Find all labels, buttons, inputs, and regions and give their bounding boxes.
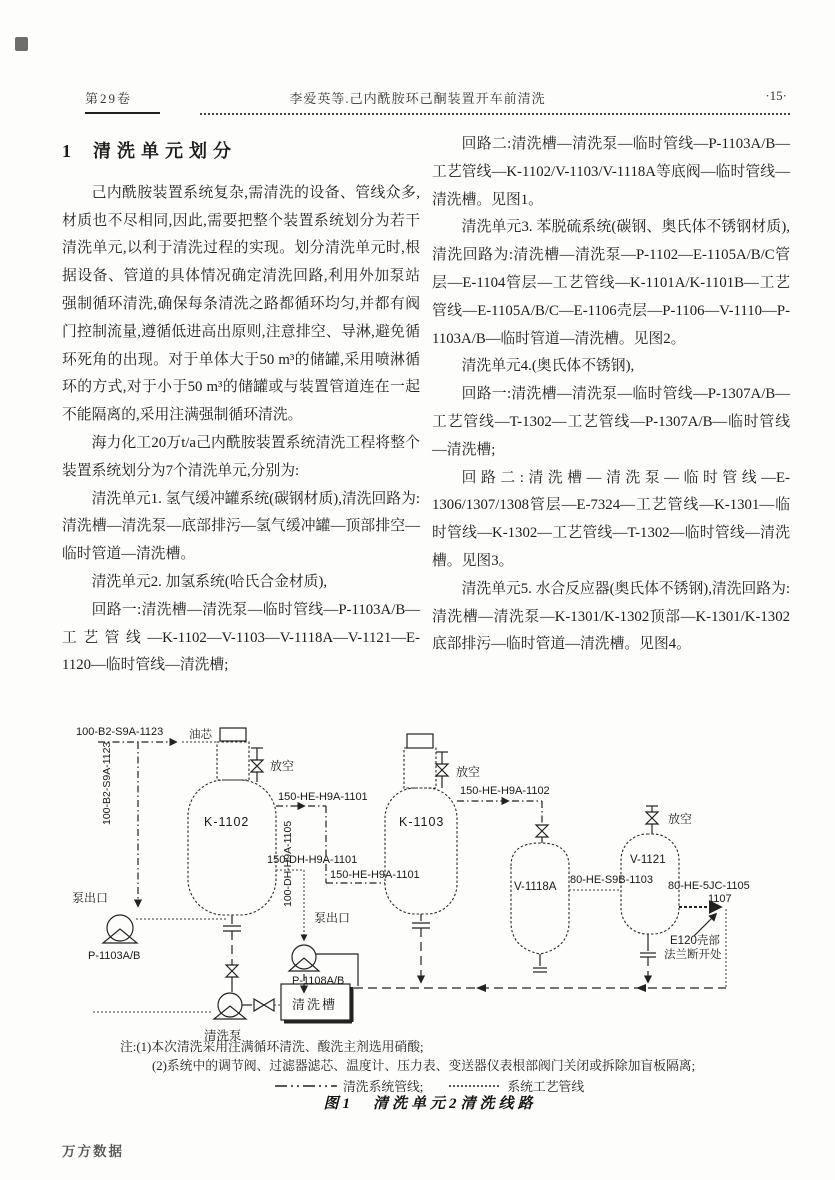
pipe-label: 100-B2-S9A-1123 <box>76 726 164 738</box>
scan-artifact <box>15 37 28 51</box>
vent-box <box>220 728 246 741</box>
volume-label: 第29卷 <box>85 91 133 106</box>
paragraph: 海力化工20万t/a己内酰胺装置系统清洗工程将整个装置系统划分为7个清洗单元,分别为: <box>62 434 420 479</box>
vessel-label: V-1121 <box>630 854 666 866</box>
pump-outlet-label: 泵出口 <box>314 911 351 925</box>
dashdot-line-icon <box>275 1082 337 1090</box>
leader-line <box>694 914 716 936</box>
vent-box <box>407 734 433 748</box>
paragraph: 清洗单元5. 水合反应器(奥氏体不锈钢),清洗回路为:清洗槽—清洗泵—K-1301/K-1302顶部—K-1301/K-1302底部排污—临时管道—清洗槽。见图4。 <box>432 580 790 653</box>
vessel-k1103 <box>385 788 457 914</box>
vent-valve-icon <box>251 748 263 782</box>
paragraph: 回路一:清洗槽—清洗泵—临时管线—P-1103A/B—工艺管线—K-1102—V-1103—V-1118A—V-1121—E-1120—临时管线—清洗槽; <box>62 601 420 674</box>
figure-1 <box>58 722 798 1052</box>
pipe-label: 80-HE-S9B-1103 <box>570 874 653 886</box>
vessel-neck <box>217 742 249 780</box>
section-heading <box>62 138 420 166</box>
vessel-v1118a <box>511 843 569 954</box>
pump-outlet-label: 泵出口 <box>72 891 109 905</box>
pump-label: P-1108A/B <box>292 975 345 987</box>
vent-label: 放空 <box>456 765 481 779</box>
running-title: 李爱英等.己内酰胺环己酮装置开车前清洗 <box>289 91 546 106</box>
k1102-bottom-line <box>223 915 241 992</box>
vent-label: 放空 <box>668 812 693 826</box>
header-rule-dotted <box>200 113 790 115</box>
vent-valve-icon <box>436 752 448 788</box>
figure-notes <box>120 1038 760 1076</box>
vent-label: 放空 <box>270 759 295 773</box>
vessel-label: K-1103 <box>399 815 445 829</box>
vessel-neck <box>404 748 436 788</box>
paragraph: 己内酰胺装置系统复杂,需清洗的设备、管线众多,材质也不尽相同,因此,需要把整个装置系统划分为若干清洗单元,以利于清洗过程的实现。划分清洗单元时,根据设备、管道的具体情况确定清洗回路,利用外加泵站强制循环清洗,确保每条清洗之路都循环均匀,并都有阀门控制流量,遵循低进高出原则,注意排空、导淋,避免循环死角的出现。对于单体大于50 m³的储罐,采用喷淋循环的方式,对于小于50 m³的储罐或与装置管道连在一起不能隔离的,采用注满强制循环清洗。 <box>62 184 420 424</box>
valve-icon <box>254 999 274 1011</box>
flow-arrow <box>476 984 486 992</box>
watermark: 万方数据 <box>62 1144 124 1159</box>
paragraph: 回路一:清洗槽—清洗泵—临时管线—P-1307A/B—工艺管线—T-1302—工艺管线—P-1307A/B—临时管线—清洗槽; <box>432 386 790 458</box>
vessel-label: V-1118A <box>514 881 557 893</box>
figure-caption: 图1 清洗单元2清洗线路 <box>323 1096 537 1112</box>
flange-note: 法兰断开处 <box>664 949 722 961</box>
right-column <box>432 131 790 659</box>
valve-icon <box>536 825 548 837</box>
pump-p1108ab <box>289 945 319 971</box>
cleaning-tank-label: 清洗槽 <box>292 997 338 1012</box>
pipe-label: 1107 <box>708 893 732 905</box>
dotted-line-icon <box>449 1082 501 1090</box>
paragraph: 回路二:清洗槽—清洗泵—临时管线—P-1103A/B—工艺管线—K-1102/V-1103/V-1118A等底阀—临时管线—清洗槽。见图1。 <box>432 136 790 208</box>
section-number: 1 <box>62 141 71 161</box>
pipe-label: 80-HE-5JC-1105 <box>668 880 750 892</box>
pump-label: P-1103A/B <box>88 950 141 962</box>
cleaning-pump-icon <box>214 993 246 1019</box>
legend-label: 清洗系统管线; <box>343 1080 424 1094</box>
paragraph: 清洗单元3. 苯脱硫系统(碳钢、奥氏体不锈钢材质),清洗回路为:清洗槽—清洗泵—P-1102—E-1105A/B/C管层—E-1104管层—工艺管线—K-1101A/K-1101B—工艺管线—E-1105A/B/C—E-1106壳层—P-1106—V-1110—P-1103A/B—临时管道—清洗槽。见图2。 <box>432 219 790 347</box>
pipe-label: 150-HE-H9A-1101 <box>330 869 420 881</box>
pipe-label-vertical: 100-DH-H9A-1105 <box>282 820 294 907</box>
v1118a-bottom-line <box>533 954 547 972</box>
paragraph: 清洗单元4.(奥氏体不锈钢), <box>461 358 635 375</box>
paragraph: 清洗单元2. 加氢系统(哈氏合金材质), <box>91 573 328 590</box>
pipe-label: 150-HE-H9A-1101 <box>278 791 368 803</box>
left-column <box>62 138 420 680</box>
vent-valve-icon <box>646 806 658 834</box>
section-title: 清洗单元划分 <box>93 141 237 161</box>
cleaning-pump-label: 清洗泵 <box>204 1029 242 1043</box>
k1103-bottom-line <box>412 914 430 982</box>
vessel-k1102 <box>188 780 276 915</box>
paragraph: 回路二:清洗槽—清洗泵—临时管线—E-1306/1307/1308管层—E-7324—工艺管线—K-1301—临时管线—K-1302—工艺管线—T-1302—临时管线—清洗槽。见图3。 <box>432 469 790 569</box>
pump-p1103ab <box>103 915 137 943</box>
pipe-label: 150-DH-H9A-1101 <box>267 854 358 866</box>
oil-core-label: 油芯 <box>189 729 212 741</box>
flange-note: E120壳部 <box>670 935 720 947</box>
legend-label: 系统工艺管线 <box>507 1080 585 1094</box>
paragraph: 清洗单元1. 氢气缓冲罐系统(碳钢材质),清洗回路为:清洗槽—清洗泵—底部排污—氢气缓冲罐—顶部排空—临时管道—清洗槽。 <box>62 490 420 563</box>
v1121-bottom-line <box>640 934 656 982</box>
vessel-label: K-1102 <box>204 815 250 829</box>
process-diagram <box>58 722 798 1052</box>
note-line: (2)系统中的调节阀、过滤器滤芯、温度计、压力表、变送器仪表根部阀门关闭或拆除加盲板隔离; <box>152 1059 696 1073</box>
note-line: 注:(1)本次清洗采用注满循环清洗、酸洗主剂选用硝酸; <box>120 1040 424 1054</box>
page-number: ·15· <box>765 88 787 103</box>
pipe-label-vertical: 100-B2-S9A-1123 <box>101 741 113 825</box>
flow-arrow <box>636 984 646 992</box>
header-rule-solid <box>85 112 160 114</box>
page-header <box>0 88 835 108</box>
pipe-label: 150-HE-H9A-1102 <box>460 785 550 797</box>
